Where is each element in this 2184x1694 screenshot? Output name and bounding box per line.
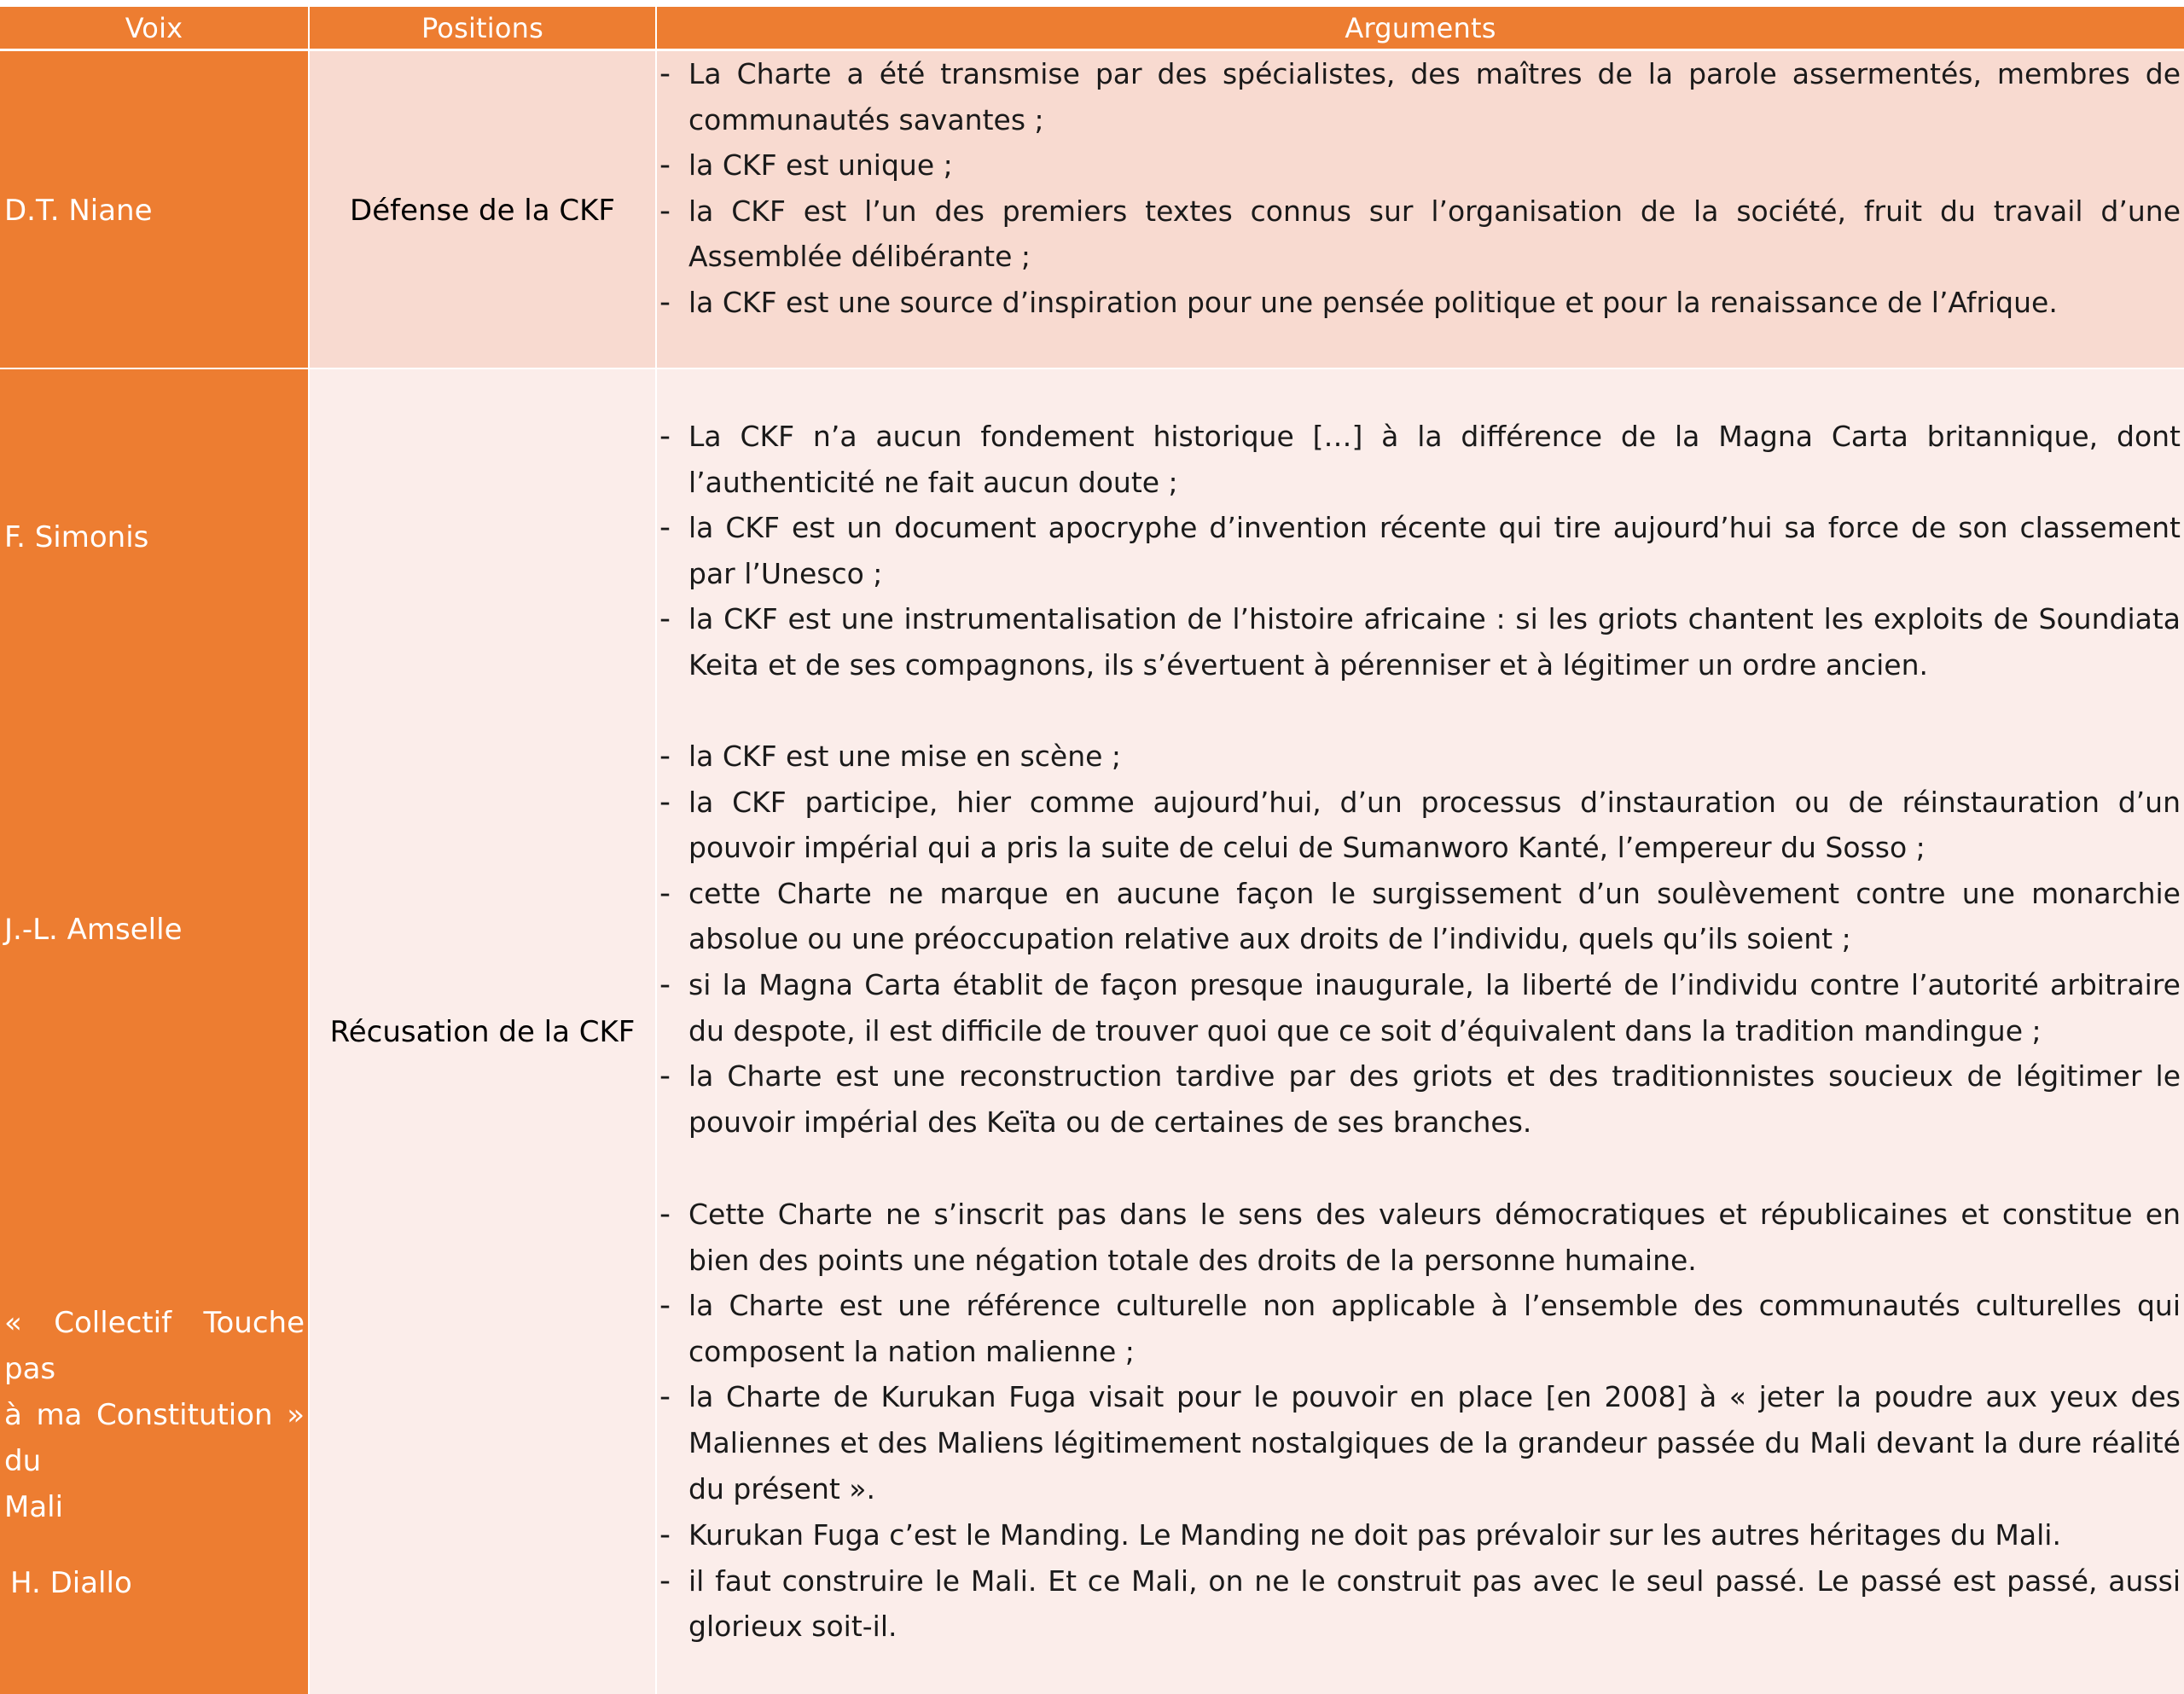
arguments-niane [657,51,2181,326]
voix-niane: D.T. Niane [4,194,153,228]
argument-item: - cette Charte ne marque en aucune façon le surgissement d’un soulèvement contre une monarchie absolue ou une préoccupation relative aux droits de l’individu, quels qu’ils soient ; [657,871,2181,962]
argument-item: - Kurukan Fuga c’est le Manding. Le Manding ne doit pas prévaloir sur les autres héritages du Mali. [657,1512,2181,1558]
voix-simonis: F. Simonis [4,520,149,554]
argument-item: - la CKF participe, hier comme aujourd’hui, d’un processus d’instauration ou de réinstauration d’un pouvoir impérial qui a pris la suite de celui de Sumanworo Kanté, l’empereur du Sosso ; [657,780,2181,871]
argument-item: - la CKF est une source d’inspiration pour une pensée politique et pour la renaissance de l’Afrique. [657,280,2181,326]
argument-item: - la CKF est un document apocryphe d’invention récente qui tire aujourd’hui sa force de son classement par l’Unesco ; [657,505,2181,596]
argument-item: - il faut construire le Mali. Et ce Mali, on ne le construit pas avec le seul passé. Le passé est passé, aussi glorieux soit-il. [657,1558,2181,1650]
voix-amselle: J.-L. Amselle [4,913,183,947]
arguments-simonis [657,414,2181,688]
voix-collectif-line-1: « Collectif Touche pas [4,1306,305,1386]
arguments-amselle [657,734,2181,1145]
voix-diallo: H. Diallo [10,1566,132,1600]
argument-item: - la CKF est une mise en scène ; [657,734,2181,780]
header-positions: Positions [310,7,655,49]
argument-item: - la CKF est une instrumentalisation de l’histoire africaine : si les griots chantent les exploits de Soundiata Keita et de ses compagnons, ils s’évertuent à pérenniser et à légitimer un ordre ancien. [657,596,2181,687]
argument-item: - la CKF est l’un des premiers textes connus sur l’organisation de la société, fruit du travail d’une Assemblée délibérante ; [657,189,2181,280]
arguments-collectif [657,1192,2181,1511]
argument-item: - la Charte est une reconstruction tardive par des griots et des traditionnistes soucieux de légitimer le pouvoir impérial des Keïta ou de certaines de ses branches. [657,1053,2181,1145]
argument-item: - Cette Charte ne s’inscrit pas dans le sens des valeurs démocratiques et républicaines et constitue en bien des points une négation totale des droits de la personne humaine. [657,1192,2181,1283]
arguments-diallo [657,1512,2181,1650]
argument-item: - la Charte est une référence culturelle non applicable à l’ensemble des communautés culturelles qui composent la nation malienne ; [657,1283,2181,1374]
argument-item: - La CKF n’a aucun fondement historique […] à la différence de la Magna Carta britannique, dont l’authenticité ne fait aucun doute ; [657,414,2181,505]
argument-item: - La Charte a été transmise par des spécialistes, des maîtres de la parole assermentés, membres de communautés savantes ; [657,51,2181,142]
argument-item: - si la Magna Carta établit de façon presque inaugurale, la liberté de l’individu contre l’autorité arbitraire du despote, il est difficile de trouver quoi que ce soit d’équivalent dans la tradition mandingue ; [657,962,2181,1053]
voix-collectif [4,1300,305,1530]
header-voix: Voix [0,7,308,49]
position-defense: Défense de la CKF [350,194,615,228]
position-recusation: Récusation de la CKF [329,1015,636,1049]
argument-item: - la CKF est unique ; [657,142,2181,189]
header-arguments: Arguments [657,7,2184,49]
voix-collectif-line-3: Mali [4,1490,64,1524]
voix-collectif-line-2: à ma Constitution » du [4,1398,305,1478]
argument-item: - la Charte de Kurukan Fuga visait pour le pouvoir en place [en 2008] à « jeter la poudre aux yeux des Maliennes et des Maliens légitimement nostalgiques de la grandeur passée du Mali devant la dure réalité du présent ». [657,1374,2181,1511]
